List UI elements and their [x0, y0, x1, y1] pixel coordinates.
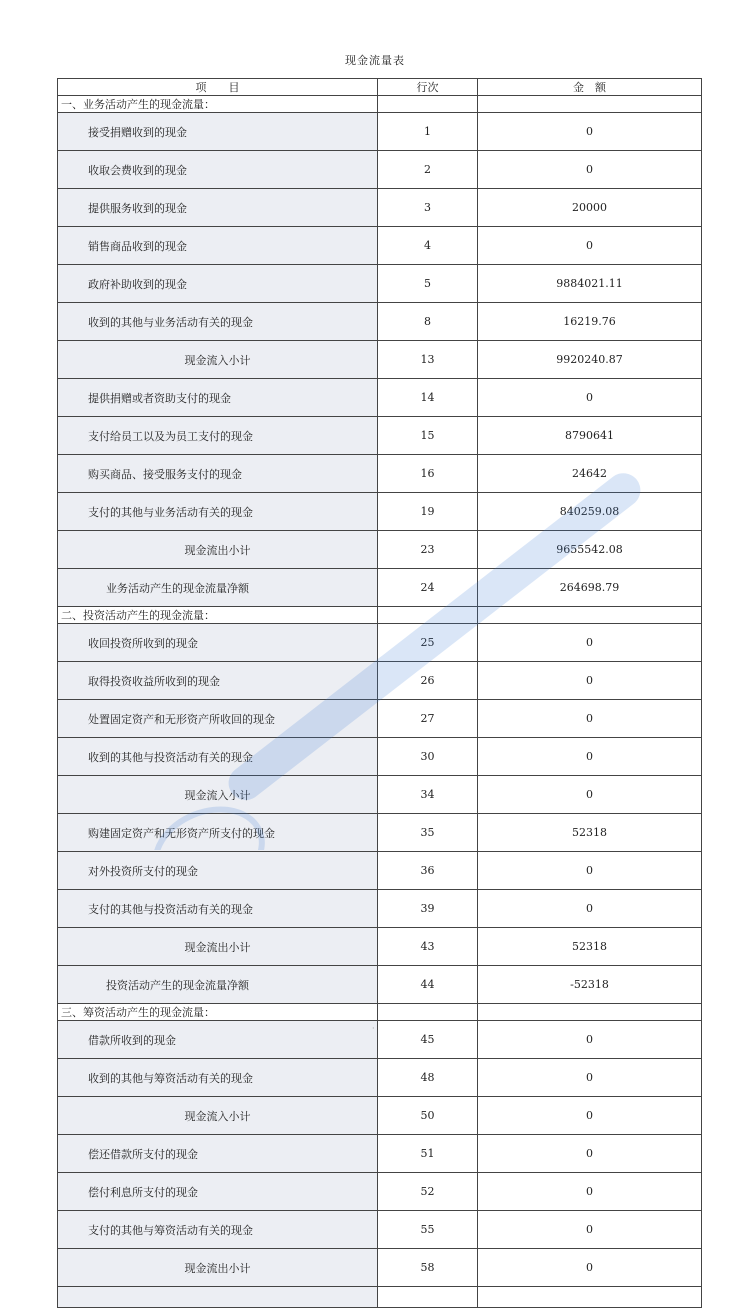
row-item-name: 接受捐赠收到的现金: [58, 113, 378, 151]
row-amount: 0: [478, 738, 702, 776]
table-row: [58, 379, 702, 417]
row-line-number: 43: [378, 928, 478, 966]
row-item-name: 购建固定资产和无形资产所支付的现金: [58, 814, 378, 852]
table-row: [58, 417, 702, 455]
page-title: 现金流量表: [345, 54, 405, 67]
row-amount: 0: [478, 1097, 702, 1135]
row-amount: 0: [478, 890, 702, 928]
row-item-name: 取得投资收益所收到的现金: [58, 662, 378, 700]
row-item-name: 收到的其他与投资活动有关的现金: [58, 738, 378, 776]
row-line-number: 36: [378, 852, 478, 890]
row-amount: 0: [478, 700, 702, 738]
row-line-number: 58: [378, 1249, 478, 1287]
table-row: [58, 189, 702, 227]
row-line-number: 16: [378, 455, 478, 493]
table-row: [58, 1135, 702, 1173]
blank-cell: [378, 1287, 478, 1308]
table-row: [58, 1249, 702, 1287]
row-item-name: 现金流出小计: [58, 531, 378, 569]
row-line-number: 24: [378, 569, 478, 607]
section-amount-cell: [478, 1004, 702, 1021]
row-line-number: 48: [378, 1059, 478, 1097]
row-item-name: 现金流出小计: [58, 1249, 378, 1287]
row-item-name: 支付的其他与筹资活动有关的现金: [58, 1211, 378, 1249]
row-line-number: 30: [378, 738, 478, 776]
row-line-number: 34: [378, 776, 478, 814]
row-line-number: 55: [378, 1211, 478, 1249]
section-row: [58, 607, 702, 624]
row-line-number: 25: [378, 624, 478, 662]
row-amount: 16219.76: [478, 303, 702, 341]
table-row: [58, 966, 702, 1004]
table-row: [58, 455, 702, 493]
row-item-name: 收到的其他与筹资活动有关的现金: [58, 1059, 378, 1097]
row-line-number: 14: [378, 379, 478, 417]
row-line-number: 45: [378, 1021, 478, 1059]
row-amount: 264698.79: [478, 569, 702, 607]
table-row: [58, 738, 702, 776]
table-row: [58, 776, 702, 814]
table-row: [58, 1211, 702, 1249]
row-amount: 20000: [478, 189, 702, 227]
section-title: 一、业务活动产生的现金流量：: [58, 96, 378, 113]
row-item-name: 投资活动产生的现金流量净额: [58, 966, 378, 1004]
row-item-name: 收到的其他与业务活动有关的现金: [58, 303, 378, 341]
section-row: [58, 1004, 702, 1021]
table-row: [58, 662, 702, 700]
table-row: [58, 814, 702, 852]
row-amount: 0: [478, 227, 702, 265]
table-row: [58, 113, 702, 151]
row-line-number: 8: [378, 303, 478, 341]
row-item-name: 政府补助收到的现金: [58, 265, 378, 303]
table-row: [58, 890, 702, 928]
row-line-number: 4: [378, 227, 478, 265]
header-amount: 金 额: [478, 79, 702, 96]
row-item-name: 现金流入小计: [58, 341, 378, 379]
row-line-number: 27: [378, 700, 478, 738]
row-amount: 9920240.87: [478, 341, 702, 379]
row-amount: 0: [478, 1021, 702, 1059]
section-line-cell: [378, 96, 478, 113]
row-amount: 24642: [478, 455, 702, 493]
header-line: 行次: [378, 79, 478, 96]
row-line-number: 52: [378, 1173, 478, 1211]
table-row: [58, 1021, 702, 1059]
table-row: [58, 624, 702, 662]
row-item-name: 对外投资所支付的现金: [58, 852, 378, 890]
row-amount: 0: [478, 1059, 702, 1097]
table-body: [58, 96, 702, 1308]
row-item-name: 支付的其他与业务活动有关的现金: [58, 493, 378, 531]
row-amount: 0: [478, 1135, 702, 1173]
section-row: [58, 96, 702, 113]
row-amount: 0: [478, 624, 702, 662]
row-item-name: 提供服务收到的现金: [58, 189, 378, 227]
section-line-cell: [378, 1004, 478, 1021]
section-amount-cell: [478, 96, 702, 113]
section-amount-cell: [478, 607, 702, 624]
table-row: [58, 265, 702, 303]
row-item-name: 处置固定资产和无形资产所收回的现金: [58, 700, 378, 738]
blank-cell: [478, 1287, 702, 1308]
blank-cell: [58, 1287, 378, 1308]
row-item-name: 业务活动产生的现金流量净额: [58, 569, 378, 607]
table-row: [58, 569, 702, 607]
page-dot: ·: [372, 1024, 375, 1033]
row-item-name: 现金流出小计: [58, 928, 378, 966]
row-line-number: 1: [378, 113, 478, 151]
row-amount: 52318: [478, 928, 702, 966]
table-header-row: [58, 79, 702, 96]
row-amount: 0: [478, 1211, 702, 1249]
row-item-name: 购买商品、接受服务支付的现金: [58, 455, 378, 493]
row-item-name: 偿还借款所支付的现金: [58, 1135, 378, 1173]
row-line-number: 39: [378, 890, 478, 928]
section-line-cell: [378, 607, 478, 624]
row-line-number: 2: [378, 151, 478, 189]
table-row: [58, 1059, 702, 1097]
row-amount: -52318: [478, 966, 702, 1004]
row-item-name: 收回投资所收到的现金: [58, 624, 378, 662]
row-line-number: 23: [378, 531, 478, 569]
table-row: [58, 227, 702, 265]
row-amount: 8790641: [478, 417, 702, 455]
row-line-number: 15: [378, 417, 478, 455]
header-item: 项 目: [58, 79, 378, 96]
blank-row: [58, 1287, 702, 1308]
table-row: [58, 852, 702, 890]
cash-flow-table: [57, 78, 702, 1308]
row-item-name: 支付给员工以及为员工支付的现金: [58, 417, 378, 455]
row-item-name: 现金流入小计: [58, 1097, 378, 1135]
row-line-number: 51: [378, 1135, 478, 1173]
row-amount: 0: [478, 1173, 702, 1211]
row-item-name: 支付的其他与投资活动有关的现金: [58, 890, 378, 928]
row-amount: 52318: [478, 814, 702, 852]
row-line-number: 50: [378, 1097, 478, 1135]
table-row: [58, 531, 702, 569]
row-amount: 0: [478, 1249, 702, 1287]
row-line-number: 35: [378, 814, 478, 852]
row-amount: 0: [478, 776, 702, 814]
row-item-name: 偿付利息所支付的现金: [58, 1173, 378, 1211]
row-item-name: 现金流入小计: [58, 776, 378, 814]
row-item-name: 收取会费收到的现金: [58, 151, 378, 189]
row-amount: 0: [478, 113, 702, 151]
row-amount: 840259.08: [478, 493, 702, 531]
row-item-name: 提供捐赠或者资助支付的现金: [58, 379, 378, 417]
table-row: [58, 303, 702, 341]
row-line-number: 3: [378, 189, 478, 227]
table-row: [58, 700, 702, 738]
table-row: [58, 928, 702, 966]
row-line-number: 44: [378, 966, 478, 1004]
row-amount: 0: [478, 852, 702, 890]
row-item-name: 借款所收到的现金: [58, 1021, 378, 1059]
row-line-number: 5: [378, 265, 478, 303]
table-row: [58, 1097, 702, 1135]
table-row: [58, 493, 702, 531]
row-item-name: 销售商品收到的现金: [58, 227, 378, 265]
table-row: [58, 341, 702, 379]
table-row: [58, 151, 702, 189]
row-amount: 9655542.08: [478, 531, 702, 569]
row-line-number: 19: [378, 493, 478, 531]
section-title: 三、筹资活动产生的现金流量：: [58, 1004, 378, 1021]
table-row: [58, 1173, 702, 1211]
row-amount: 0: [478, 151, 702, 189]
section-title: 二、投资活动产生的现金流量：: [58, 607, 378, 624]
row-amount: 0: [478, 379, 702, 417]
row-amount: 9884021.11: [478, 265, 702, 303]
row-amount: 0: [478, 662, 702, 700]
row-line-number: 13: [378, 341, 478, 379]
row-line-number: 26: [378, 662, 478, 700]
